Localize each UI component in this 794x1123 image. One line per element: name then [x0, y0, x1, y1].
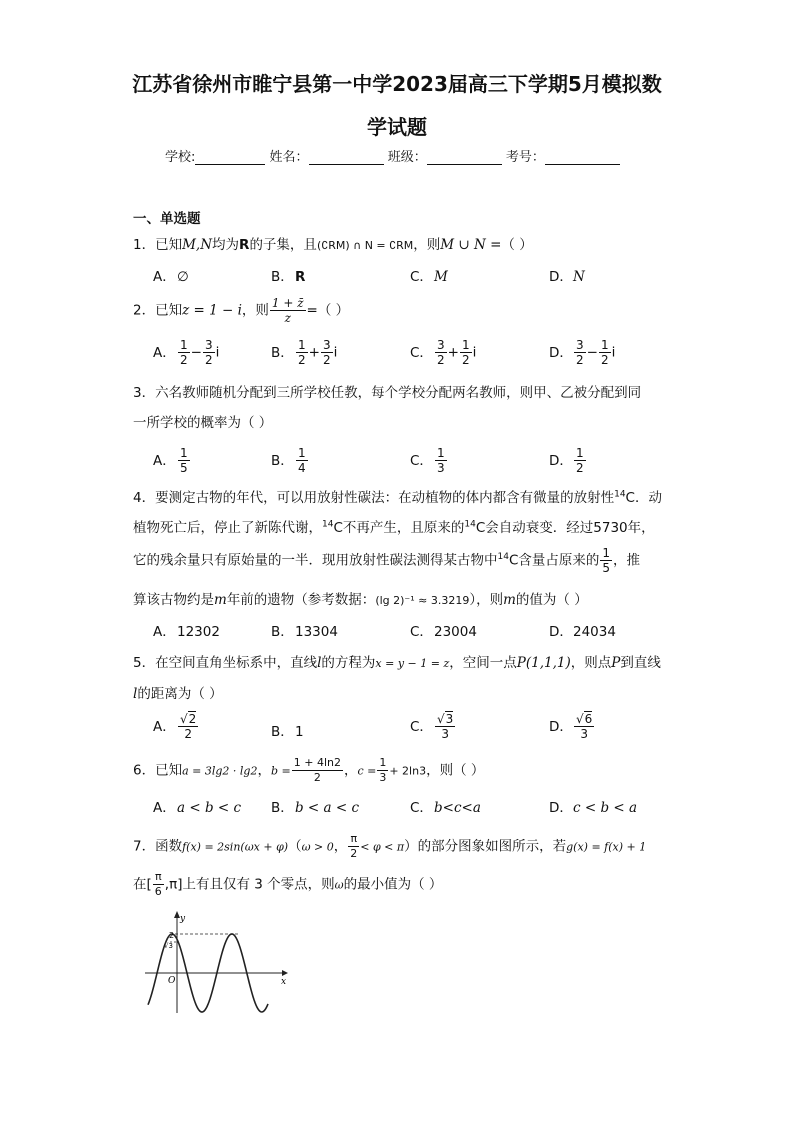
q1-text: 的子集，且 [249, 237, 317, 253]
q5-text: 5．在空间直角坐标系中，直线 [133, 655, 318, 671]
superscript: 14 [464, 519, 476, 530]
fraction [599, 338, 611, 367]
option-label: C． [410, 452, 433, 469]
fraction [574, 446, 586, 475]
q5-text: 的距离为（ ） [137, 686, 223, 702]
option-text: 12302 [177, 624, 220, 640]
fraction [292, 756, 343, 785]
fraction-numerator: 3 [204, 338, 213, 352]
fraction [435, 338, 447, 367]
option-text: c < b < a [573, 800, 638, 816]
option-label: A． [153, 452, 176, 469]
fraction [574, 338, 586, 367]
option-c[interactable] [410, 265, 448, 285]
option-label: A． [153, 718, 176, 735]
question-7-line2 [133, 870, 442, 899]
option-a[interactable] [153, 712, 199, 741]
option-label: C． [410, 624, 433, 640]
option-label: D． [549, 269, 573, 285]
q1-text: 均为 [212, 237, 240, 253]
expr-b: b = [270, 764, 291, 778]
q1-text: 1．已知 [133, 237, 183, 253]
q1-text: ，则 [413, 237, 441, 253]
option-text: 13304 [295, 624, 338, 640]
option-c[interactable] [410, 796, 481, 816]
fraction [296, 338, 308, 367]
q5-text: ，空间一点 [449, 655, 517, 671]
fraction-numerator: 1 + z̄ [271, 296, 304, 310]
q4-text: C．动 [625, 490, 662, 506]
option-label: D． [549, 452, 573, 469]
question-4-line1 [133, 486, 662, 506]
option-label: B． [271, 344, 294, 361]
imaginary-unit: i [611, 344, 616, 361]
option-label: A． [153, 269, 176, 285]
option-label: C． [410, 718, 433, 735]
line-equation: x = y − 1 = z [375, 657, 450, 670]
function-f: f(x) = 2sin(ωx + φ) [182, 840, 289, 854]
page-title-line2: 学试题 [367, 115, 427, 139]
fraction [348, 832, 359, 861]
fraction-denominator: 4 [298, 461, 306, 475]
option-label: A． [153, 800, 176, 816]
q1-r: R [239, 237, 250, 253]
student-info-row [165, 146, 620, 165]
operator: + [447, 344, 459, 361]
fraction-numerator: 1 + 4ln2 [293, 756, 341, 769]
fraction [435, 446, 447, 475]
superscript: 14 [614, 489, 626, 500]
imaginary-unit: i [215, 344, 220, 361]
tick-label-sqrt3: √3 [164, 942, 173, 950]
q5-text: 到直线 [620, 655, 661, 671]
option-text: M [434, 269, 448, 285]
q2-fraction [270, 296, 306, 325]
fraction [377, 756, 388, 785]
fraction-numerator: √6 [576, 712, 593, 726]
q5-text: 的方程为 [321, 655, 376, 671]
q7-text: 在[ [133, 876, 152, 893]
option-a[interactable] [153, 796, 241, 816]
option-b[interactable] [271, 720, 304, 740]
fraction-numerator: 1 [379, 756, 387, 769]
option-a[interactable] [153, 338, 219, 367]
q6-text: ，则（ ） [426, 762, 485, 779]
question-3-line2: 一所学校的概率为（ ） [133, 415, 273, 431]
q4-text: C不再产生，且原来的 [333, 520, 465, 536]
fraction [153, 870, 164, 899]
option-b[interactable] [271, 620, 338, 640]
option-d[interactable] [549, 796, 637, 816]
school-field[interactable] [195, 150, 265, 165]
fraction-denominator: 3 [379, 771, 387, 784]
fraction-denominator: 2 [322, 353, 331, 367]
question-5-line2 [133, 682, 223, 702]
sine-graph [140, 908, 300, 1018]
fraction [600, 546, 612, 575]
fraction-denominator: 2 [437, 353, 445, 367]
q4-text: 植物死亡后，停止了新陈代谢， [133, 520, 322, 536]
option-d[interactable] [549, 712, 595, 741]
question-7-line1 [133, 832, 646, 861]
q1-condition: (∁RM) ∩ N = ∁RM [316, 239, 414, 252]
fraction-numerator: 1 [298, 446, 306, 460]
fraction [321, 338, 333, 367]
question-2 [133, 296, 349, 325]
fraction-numerator: π [154, 870, 162, 883]
question-3-line1: 3．六名教师随机分配到三所学校任教，每个学校分配两名教师，则甲、乙被分配到同 [133, 385, 642, 401]
fraction-denominator: 2 [204, 353, 213, 367]
fraction [203, 338, 215, 367]
option-label: B． [271, 269, 294, 285]
class-field[interactable] [427, 150, 502, 165]
q7-text: 7．函数 [133, 838, 183, 855]
q4-text: ，推 [613, 552, 641, 569]
fraction-denominator: 2 [576, 461, 584, 475]
option-label: B． [271, 724, 294, 740]
option-b[interactable] [271, 338, 337, 367]
fraction-numerator: 3 [437, 338, 445, 352]
q5-text: ，则点 [570, 655, 612, 671]
fraction-numerator: √3 [437, 712, 454, 726]
q2-text: 2．已知 [133, 302, 183, 319]
page-title-line1: 江苏省徐州市睢宁县第一中学2023届高三下学期5月模拟数 [132, 72, 662, 96]
question-4-line2 [133, 516, 655, 536]
radicand: 6 [584, 712, 593, 726]
school-label: 学校: [165, 150, 196, 165]
q7-text: 的最小值为（ ） [343, 876, 443, 893]
expr-c: c = [357, 764, 377, 778]
var-m: m [503, 592, 516, 608]
fraction-numerator: 3 [322, 338, 331, 352]
option-label: D． [549, 344, 573, 361]
var-p: P [611, 655, 621, 671]
phi-condition: < φ < π [360, 840, 405, 854]
fraction [296, 446, 308, 475]
fraction-numerator: 1 [437, 446, 445, 460]
fraction-denominator: 6 [154, 885, 162, 898]
option-d[interactable] [549, 620, 616, 640]
y-axis-label: y [180, 914, 186, 924]
fraction-denominator: 2 [600, 353, 609, 367]
q4-text: 它的残余量只有原始量的一半．现用放射性碳法测得某古物中 [133, 552, 498, 569]
fraction-denominator: 3 [437, 461, 445, 475]
option-b[interactable] [271, 796, 359, 816]
fraction-numerator: 1 [600, 338, 609, 352]
function-g: g(x) = f(x) + 1 [566, 840, 647, 854]
question-1 [133, 233, 533, 253]
operator: + [308, 344, 320, 361]
fraction-denominator: 2 [350, 847, 358, 860]
fraction-denominator: 2 [461, 353, 470, 367]
point-p: P(1,1,1) [516, 655, 571, 671]
fraction-numerator: π [350, 832, 358, 845]
question-5-line1 [133, 651, 661, 671]
option-label: C． [410, 800, 433, 816]
fraction-denominator: 2 [576, 353, 584, 367]
fraction-numerator: √2 [180, 712, 197, 726]
radicand: 2 [188, 712, 197, 726]
origin-label: O [168, 976, 176, 986]
option-d[interactable] [549, 338, 615, 367]
option-label: C． [410, 344, 433, 361]
option-label: D． [549, 624, 573, 640]
option-c[interactable] [410, 338, 476, 367]
fraction-numerator: 1 [180, 446, 188, 460]
x-axis-arrow [282, 970, 288, 976]
superscript: 14 [497, 552, 509, 562]
class-label: 班级： [387, 150, 427, 165]
option-a[interactable] [153, 620, 220, 640]
option-label: A． [153, 624, 176, 640]
fraction-numerator: 1 [576, 446, 584, 460]
question-6 [133, 756, 484, 785]
option-label: D． [549, 800, 573, 816]
imaginary-unit: i [472, 344, 477, 361]
expr-a: a = 3lg2 · lg2 [182, 764, 258, 778]
omega-condition: ω > 0 [301, 840, 334, 854]
fraction-numerator: 1 [461, 338, 470, 352]
q6-text: ， [257, 762, 271, 779]
option-text: b < a < c [295, 800, 360, 816]
option-label: B． [271, 800, 294, 816]
imaginary-unit: i [333, 344, 338, 361]
q4-text: C会自动衰变．经过5730年， [475, 520, 655, 536]
q6-text: ， [343, 762, 358, 779]
option-text: 24034 [573, 624, 616, 640]
fraction [178, 338, 190, 367]
q7-text: ,π]上有且仅有 3 个零点，则 [164, 876, 335, 893]
name-label: 姓名： [269, 150, 309, 165]
q1-mn: M,N [182, 237, 213, 253]
q4-text: 的值为（ ） [515, 592, 588, 608]
fraction-denominator: 5 [602, 561, 611, 575]
option-a[interactable] [153, 265, 189, 285]
fraction-numerator: 1 [602, 546, 611, 560]
section-title: 一、单选题 [133, 211, 201, 227]
fraction [435, 712, 455, 741]
question-4-line3 [133, 546, 640, 575]
option-d[interactable] [549, 265, 585, 285]
option-text: 1 [295, 724, 304, 740]
option-a[interactable] [153, 446, 191, 475]
radicand: 3 [445, 712, 454, 726]
option-c[interactable] [410, 712, 456, 741]
option-c[interactable] [410, 446, 448, 475]
fraction-numerator: 3 [576, 338, 584, 352]
operator: − [586, 344, 598, 361]
option-text: 23004 [434, 624, 477, 640]
var-l: l [317, 655, 322, 671]
option-text: b<c<a [434, 800, 481, 816]
q4-text: 算该古物约是 [133, 592, 214, 608]
option-label: A． [153, 344, 176, 361]
fraction-numerator: 1 [180, 338, 188, 352]
fraction-denominator: z [284, 311, 291, 325]
fraction [178, 712, 198, 741]
superscript: 14 [322, 519, 334, 530]
option-b[interactable] [271, 265, 305, 285]
option-label: B． [271, 452, 294, 469]
option-c[interactable] [410, 620, 477, 640]
option-label: B． [271, 624, 294, 640]
q1-expression: M ∪ N = [440, 237, 502, 253]
fraction-denominator: 5 [180, 461, 188, 475]
option-text: R [295, 269, 306, 285]
question-4-line4 [133, 588, 588, 608]
var-l: l [133, 686, 138, 702]
var-omega: ω [334, 878, 344, 892]
fraction [178, 446, 190, 475]
fraction [574, 712, 594, 741]
id-field[interactable] [545, 150, 620, 165]
option-text: N [573, 269, 585, 285]
q7-text: （ [288, 838, 302, 855]
fraction-denominator: 2 [184, 727, 192, 741]
x-axis-label: x [281, 977, 287, 987]
q2-text: ，则 [241, 302, 269, 319]
q4-reference: (lg 2)⁻¹ ≈ 3.3219 [375, 594, 470, 607]
q4-text: ），则 [469, 592, 504, 608]
fraction-denominator: 3 [441, 727, 449, 741]
q6-text: 6．已知 [133, 762, 183, 779]
option-d[interactable] [549, 446, 587, 475]
option-label: D． [549, 718, 573, 735]
option-label: C． [410, 269, 433, 285]
q7-text: ）的部分图象如图所示，若 [404, 838, 567, 855]
option-text: ∅ [177, 269, 189, 285]
fraction-denominator: 2 [313, 771, 321, 784]
operator: − [190, 344, 202, 361]
id-label: 考号： [505, 150, 545, 165]
expr-c: + 2ln3 [389, 764, 427, 778]
option-b[interactable] [271, 446, 309, 475]
fraction-denominator: 2 [298, 353, 306, 367]
q4-text: C含量占原来的 [508, 552, 600, 569]
q2-z: z = 1 − i [182, 302, 242, 319]
q4-text: 年前的遗物（参考数据： [226, 592, 376, 608]
name-field[interactable] [309, 150, 384, 165]
fraction-denominator: 3 [580, 727, 588, 741]
q1-text: （ ） [501, 237, 533, 253]
fraction [460, 338, 472, 367]
q2-text: =（ ） [306, 302, 350, 319]
fraction-denominator: 2 [180, 353, 188, 367]
q4-text: 4．要测定古物的年代，可以用放射性碳法：在动植物的体内都含有微量的放射性 [133, 490, 615, 506]
var-m: m [214, 592, 227, 608]
fraction-numerator: 1 [298, 338, 306, 352]
q7-text: ， [333, 838, 348, 855]
tick-label-2: 2 [169, 931, 175, 940]
option-text: a < b < c [177, 800, 242, 816]
